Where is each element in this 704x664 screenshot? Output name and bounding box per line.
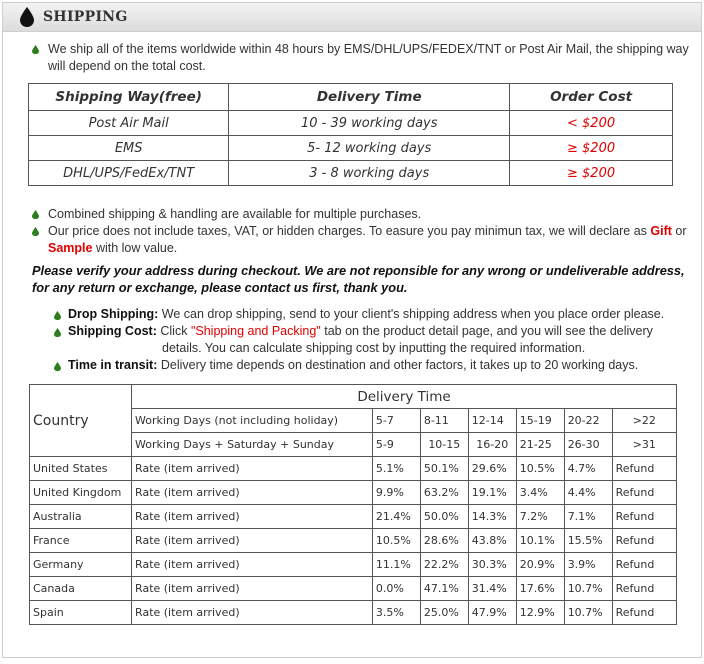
drop-shipping-row (68, 306, 693, 323)
row-label: Working Days (not including holiday) (132, 409, 373, 433)
cell: 12-14 (468, 409, 516, 433)
rate-cell: 5.1% (372, 457, 420, 481)
country-name: United States (30, 457, 132, 481)
rate-cell: 4.4% (564, 481, 612, 505)
drop-shipping-label: Drop Shipping: (68, 307, 159, 321)
rate-cell: Refund (612, 457, 676, 481)
rate-cell: 10.7% (564, 601, 612, 625)
bullet-icon (54, 328, 61, 337)
rate-label: Rate (item arrived) (132, 553, 373, 577)
rate-cell: 9.9% (372, 481, 420, 505)
rate-cell: Refund (612, 505, 676, 529)
delivery-time: 3 - 8 working days (229, 161, 510, 186)
cell: 26-30 (564, 433, 612, 457)
shipping-way: DHL/UPS/FedEx/TNT (29, 161, 229, 186)
shipping-way: EMS (29, 136, 229, 161)
rate-cell: 3.4% (516, 481, 564, 505)
delivery-time: 5- 12 working days (229, 136, 510, 161)
rate-cell: Refund (612, 577, 676, 601)
rate-cell: 11.1% (372, 553, 420, 577)
rate-cell: Refund (612, 601, 676, 625)
cell: 8-11 (420, 409, 468, 433)
rate-cell: 22.2% (420, 553, 468, 577)
or-text: or (675, 224, 687, 238)
rate-label: Rate (item arrived) (132, 529, 373, 553)
rate-cell: 12.9% (516, 601, 564, 625)
rate-cell: 19.1% (468, 481, 516, 505)
table-row (30, 481, 677, 505)
sample-label: Sample (48, 241, 93, 255)
cell: 21-25 (516, 433, 564, 457)
delivery-time-table (29, 384, 677, 625)
rate-cell: 31.4% (468, 577, 516, 601)
rate-cell: 47.9% (468, 601, 516, 625)
table-row (30, 457, 677, 481)
cell: 5-9 (372, 433, 420, 457)
order-cost: ≥ $200 (510, 161, 673, 186)
order-cost: ≥ $200 (510, 136, 673, 161)
shipping-way-table (28, 83, 673, 186)
country-name: United Kingdom (30, 481, 132, 505)
combined-shipping-text: Combined shipping & handling are available for multiple purchases. (48, 207, 422, 221)
bullet-icon (32, 45, 39, 54)
cell: 10-15 (420, 433, 468, 457)
rate-cell: 7.2% (516, 505, 564, 529)
delivery-time-title: Delivery Time (132, 385, 677, 409)
bullet-icon (54, 362, 61, 371)
shipping-cost-row (68, 323, 693, 340)
rate-cell: 29.6% (468, 457, 516, 481)
order-cost: < $200 (510, 111, 673, 136)
time-in-transit-label: Time in transit: (68, 358, 158, 372)
shipping-cost-text-2: details. You can calculate shipping cost by inputting the required information. (162, 341, 586, 355)
rate-cell: 25.0% (420, 601, 468, 625)
rate-label: Rate (item arrived) (132, 457, 373, 481)
country-name: Australia (30, 505, 132, 529)
rate-cell: 28.6% (420, 529, 468, 553)
cell: >22 (612, 409, 676, 433)
col-delivery-time: Delivery Time (229, 84, 510, 111)
rate-cell: 30.3% (468, 553, 516, 577)
rate-cell: 47.1% (420, 577, 468, 601)
rate-cell: 20.9% (516, 553, 564, 577)
rate-cell: 3.5% (372, 601, 420, 625)
rate-cell: 10.1% (516, 529, 564, 553)
rate-cell: Refund (612, 553, 676, 577)
shipping-cost-text: tab on the product detail page, and you will see the delivery (324, 324, 653, 338)
rate-cell: 50.0% (420, 505, 468, 529)
rate-label: Rate (item arrived) (132, 601, 373, 625)
rate-cell: 21.4% (372, 505, 420, 529)
rate-cell: 10.7% (564, 577, 612, 601)
rate-cell: 14.3% (468, 505, 516, 529)
bullet-icon (32, 210, 39, 219)
shipping-way: Post Air Mail (29, 111, 229, 136)
price-note-text: Our price does not include taxes, VAT, or hidden charges. To easure you pay minimun tax, we will declare as (48, 224, 647, 238)
table-row (30, 505, 677, 529)
cell: 20-22 (564, 409, 612, 433)
table-row (30, 601, 677, 625)
table-row (30, 577, 677, 601)
low-value-text: with low value. (95, 241, 178, 255)
delivery-time: 10 - 39 working days (229, 111, 510, 136)
table-row (30, 529, 677, 553)
country-name: Canada (30, 577, 132, 601)
drop-icon (19, 7, 35, 27)
shipping-packing-link[interactable]: "Shipping and Packing" (190, 324, 321, 338)
rate-cell: Refund (612, 529, 676, 553)
rate-cell: 15.5% (564, 529, 612, 553)
rate-cell: 4.7% (564, 457, 612, 481)
intro-text: We ship all of the items worldwide within 48 hours by EMS/DHL/UPS/FEDEX/TNT or Post Air Mail, the shipping way will depend on the total cost. (48, 42, 689, 73)
table-row (29, 161, 673, 186)
col-order-cost: Order Cost (510, 84, 673, 111)
table-row (29, 111, 673, 136)
rate-cell: 0.0% (372, 577, 420, 601)
verify-address-notice: Please verify your address during checkout. We are not reponsible for any wrong or undeliverable address, for any return or exchange, please contact us first, thank you. (32, 263, 685, 295)
rate-cell: 10.5% (516, 457, 564, 481)
rate-cell: 17.6% (516, 577, 564, 601)
country-header: Country (30, 385, 132, 457)
row-label: Working Days + Saturday + Sunday (132, 433, 373, 457)
cell: 5-7 (372, 409, 420, 433)
rate-cell: 3.9% (564, 553, 612, 577)
rate-label: Rate (item arrived) (132, 577, 373, 601)
bullet-icon (54, 311, 61, 320)
cell: 15-19 (516, 409, 564, 433)
rate-label: Rate (item arrived) (132, 481, 373, 505)
section-title: SHIPPING (43, 9, 128, 25)
rate-cell: 43.8% (468, 529, 516, 553)
shipping-cost-pre: Click (160, 324, 188, 338)
country-name: Germany (30, 553, 132, 577)
rate-cell: Refund (612, 481, 676, 505)
drop-shipping-text: We can drop shipping, send to your client's shipping address when you place order please. (161, 307, 665, 321)
section-header (3, 3, 701, 32)
time-in-transit-text: Delivery time depends on destination and other factors, it takes up to 20 working days. (160, 358, 639, 372)
country-name: Spain (30, 601, 132, 625)
shipping-cost-label: Shipping Cost: (68, 324, 157, 338)
rate-cell: 7.1% (564, 505, 612, 529)
cell: 16-20 (468, 433, 516, 457)
rate-cell: 10.5% (372, 529, 420, 553)
bullet-icon (32, 227, 39, 236)
country-name: France (30, 529, 132, 553)
col-shipping-way: Shipping Way(free) (29, 84, 229, 111)
table-row (30, 553, 677, 577)
table-row (29, 136, 673, 161)
time-in-transit-row (68, 357, 693, 374)
price-note (48, 223, 688, 257)
gift-label: Gift (650, 224, 672, 238)
rate-cell: 63.2% (420, 481, 468, 505)
rate-label: Rate (item arrived) (132, 505, 373, 529)
rate-cell: 50.1% (420, 457, 468, 481)
cell: >31 (612, 433, 676, 457)
